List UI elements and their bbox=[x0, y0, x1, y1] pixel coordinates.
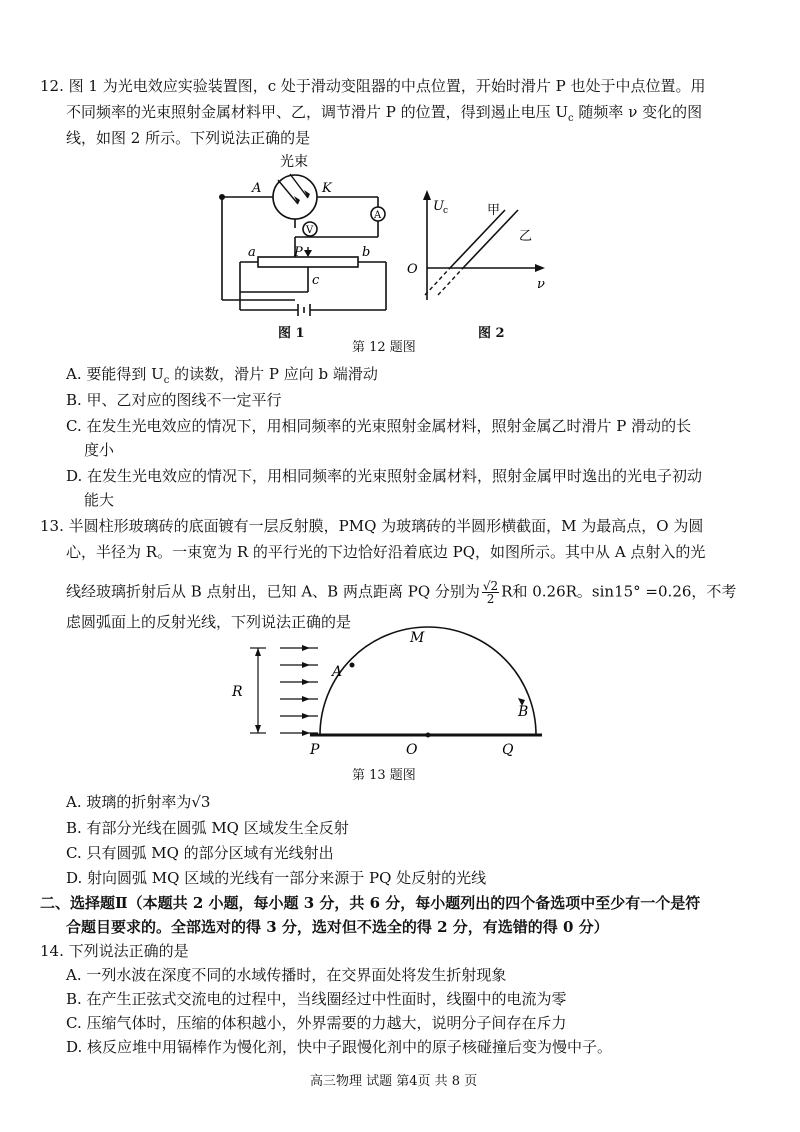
svg-text:U: U bbox=[433, 199, 444, 214]
svg-text:A: A bbox=[252, 181, 262, 196]
q13-stem-line3: 线经玻璃折射后从 B 点射出，已知 A、B 两点距离 PQ 分别为 $\frac{√2}{2}$ R和 0.26R。sin15° =0.26，不考 bbox=[66, 579, 737, 606]
svg-text:ν: ν bbox=[537, 277, 545, 292]
svg-text:O: O bbox=[407, 262, 418, 277]
q13-option-d: D. 射向圆弧 MQ 区域的光线有一部分来源于 PQ 处反射的光线 bbox=[66, 869, 487, 887]
svg-text:c: c bbox=[443, 206, 449, 216]
section2-heading-line2: 合题目要求的。全部选对的得 3 分，选对但不选全的得 2 分，有选错的得 0 分） bbox=[66, 918, 609, 936]
q12-option-c-line2: 度小 bbox=[84, 441, 115, 459]
q12-figure1-circuit bbox=[210, 152, 410, 322]
q12-stem-line2: 不同频率的光束照射金属材料甲、乙，调节滑片 P 的位置，得到遏止电压 $U_c$ 随频率 ν 变化的图 bbox=[66, 103, 703, 124]
svg-text:A: A bbox=[374, 210, 382, 221]
q14-option-d: D. 核反应堆中用镉棒作为慢化剂，快中子跟慢化剂中的原子核碰撞后变为慢中子。 bbox=[66, 1038, 613, 1056]
q13-stem-line2: 心，半径为 R。一束宽为 R 的平行光的下边恰好沿着底边 PQ，如图所示。其中从 A 点射入的光 bbox=[66, 543, 706, 561]
q13-option-a: A. 玻璃的折射率为√3 bbox=[66, 793, 211, 811]
q14-option-b: B. 在产生正弦式交流电的过程中，当线圈经过中性面时，线圈中的电流为零 bbox=[66, 990, 567, 1008]
svg-text:P: P bbox=[310, 742, 320, 758]
q12-option-a: A. 要能得到 $U_c$ 的读数，滑片 P 应向 b 端滑动 bbox=[66, 365, 378, 386]
q13-stem-line1: 13. 半圆柱形玻璃砖的底面镀有一层反射膜，PMQ 为玻璃砖的半圆形横截面，M 为最高点，O 为圆 bbox=[40, 517, 704, 535]
section2-heading-line1: 二、选择题Ⅱ（本题共 2 小题，每小题 3 分，共 6 分，每小题列出的四个备选项中至少有一个是符 bbox=[40, 894, 701, 912]
q13-figure-semicircle bbox=[230, 630, 560, 760]
svg-text:Q: Q bbox=[502, 742, 514, 758]
line-yi bbox=[463, 210, 518, 268]
svg-text:K: K bbox=[322, 181, 332, 196]
svg-text:M: M bbox=[410, 630, 425, 646]
q14-stem: 14. 下列说法正确的是 bbox=[40, 942, 189, 960]
svg-text:甲: 甲 bbox=[487, 203, 501, 218]
q13-figure-caption: 第 13 题图 bbox=[352, 768, 416, 783]
q12-option-c-line1: C. 在发生光电效应的情况下，用相同频率的光束照射金属材料，照射金属乙时滑片 P 滑动的长 bbox=[66, 417, 692, 435]
svg-text:c: c bbox=[312, 273, 320, 288]
q14-option-a: A. 一列水波在深度不同的水域传播时，在交界面处将发生折射现象 bbox=[66, 966, 507, 984]
svg-text:A: A bbox=[332, 664, 343, 680]
svg-text:O: O bbox=[406, 742, 418, 758]
svg-text:B: B bbox=[518, 704, 529, 720]
svg-text:R: R bbox=[232, 684, 243, 700]
svg-text:b: b bbox=[362, 245, 371, 260]
svg-text:P: P bbox=[294, 245, 303, 260]
svg-text:乙: 乙 bbox=[519, 229, 533, 244]
q13-option-c: C. 只有圆弧 MQ 的部分区域有光线射出 bbox=[66, 844, 334, 862]
fig1-caption: 图 1 bbox=[278, 326, 305, 341]
q12-figure-caption: 第 12 题图 bbox=[352, 340, 416, 355]
q13-option-b: B. 有部分光线在圆弧 MQ 区域发生全反射 bbox=[66, 819, 349, 837]
q12-option-b: B. 甲、乙对应的图线不一定平行 bbox=[66, 391, 282, 409]
q14-option-c: C. 压缩气体时，压缩的体积越小，外界需要的力越大，说明分子间存在斥力 bbox=[66, 1014, 567, 1032]
svg-text:光束: 光束 bbox=[280, 154, 308, 170]
q12-figure2-graph bbox=[405, 180, 555, 330]
fig2-caption: 图 2 bbox=[478, 326, 505, 341]
semicircle-arc bbox=[320, 627, 536, 735]
q12-stem-line3: 线，如图 2 所示。下列说法正确的是 bbox=[66, 129, 311, 147]
svg-text:V: V bbox=[306, 225, 314, 236]
q12-option-d-line1: D. 在发生光电效应的情况下，用相同频率的光束照射金属材料，照射金属甲时逸出的光电子初动 bbox=[66, 467, 703, 485]
svg-text:a: a bbox=[248, 245, 256, 260]
q12-option-d-line2: 能大 bbox=[84, 491, 115, 509]
rheostat bbox=[258, 257, 358, 267]
line-jia bbox=[450, 210, 505, 268]
q13-stem-line4: 虑圆弧面上的反射光线，下列说法正确的是 bbox=[66, 613, 352, 631]
page-footer: 高三物理 试题 第4页 共 8 页 bbox=[310, 1074, 478, 1089]
fraction-sqrt2-over-2: $\frac{√2}{2}$ bbox=[482, 579, 499, 606]
q12-stem-line1: 12. 图 1 为光电效应实验装置图，c 处于滑动变阻器的中点位置，开始时滑片 P 也处于中点位置。用 bbox=[40, 77, 706, 95]
